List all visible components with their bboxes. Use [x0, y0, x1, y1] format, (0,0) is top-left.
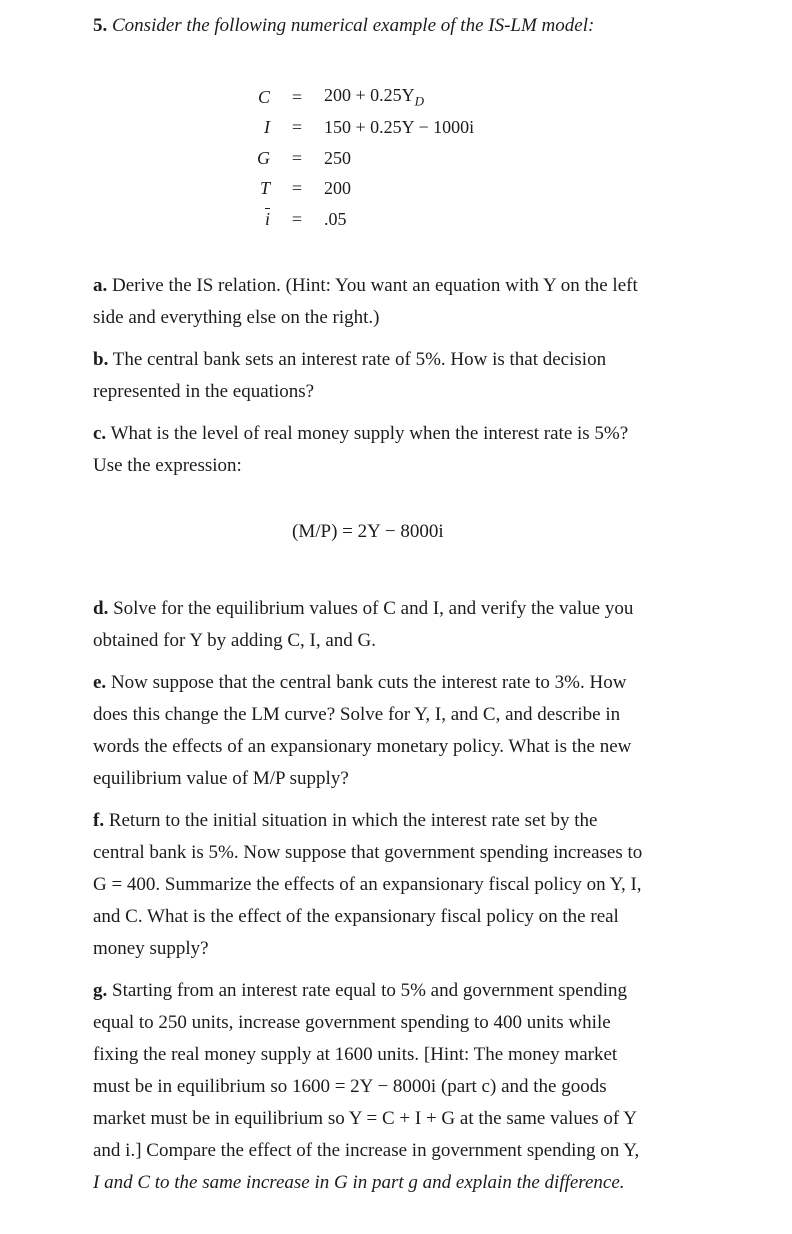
part-line: fixing the real money supply at 1600 units. [Hint: The money market	[93, 1044, 618, 1065]
equation-rhs	[324, 82, 474, 113]
equation-row	[240, 204, 474, 235]
equation-rhs: 200	[324, 178, 351, 199]
equation-op: =	[291, 208, 303, 229]
problem-title-text: Consider the following numerical example of the IS-LM model:	[112, 15, 595, 36]
equation-row	[240, 82, 474, 113]
part-line: and C. What is the effect of the expansionary fiscal policy on the real	[93, 906, 619, 927]
equation-row	[240, 113, 474, 144]
equation-lhs	[240, 204, 270, 235]
part-g	[93, 975, 639, 1199]
part-text: Starting from an interest rate equal to 5% and government spending	[112, 980, 627, 1001]
part-line	[93, 593, 633, 625]
part-line: represented in the equations?	[93, 381, 315, 402]
part-line: words the effects of an expansionary monetary policy. What is the new	[93, 736, 632, 757]
problem-number: 5.	[93, 15, 108, 36]
part-label: c.	[93, 423, 107, 444]
equation-lhs: G	[257, 147, 270, 168]
part-label: f.	[93, 810, 105, 831]
part-text: The central bank sets an interest rate of 5%. How is that decision	[112, 349, 607, 370]
part-text: Derive the IS relation. (Hint: You want an equation with Y on the left	[112, 275, 638, 296]
part-line: equal to 250 units, increase government spending to 400 units while	[93, 1012, 611, 1033]
money-supply-expression: (M/P) = 2Y − 8000i	[292, 521, 444, 542]
part-e	[93, 667, 631, 795]
part-label: g.	[93, 980, 108, 1001]
part-line: obtained for Y by adding C, I, and G.	[93, 630, 377, 651]
part-line: central bank is 5%. Now suppose that government spending increases to	[93, 842, 643, 863]
equation-op: =	[291, 86, 303, 107]
equation-lhs: C	[257, 86, 270, 107]
equation-lhs: I	[264, 117, 270, 138]
part-line: does this change the LM curve? Solve for Y, I, and C, and describe in	[93, 704, 621, 725]
part-line: equilibrium value of M/P supply?	[93, 768, 349, 789]
equation-rhs-text: 200 + 0.25Y	[324, 84, 415, 105]
equation-op: =	[291, 178, 303, 199]
equation-rhs: 150 + 0.25Y − 1000i	[324, 117, 475, 138]
part-line: market must be in equilibrium so Y = C + I + G at the same values of Y	[93, 1108, 637, 1129]
part-line	[93, 270, 638, 302]
problem-title	[93, 15, 594, 37]
part-line	[93, 805, 642, 837]
equation-subscript: D	[414, 93, 425, 109]
part-label: d.	[93, 598, 109, 619]
equation-block	[240, 82, 474, 235]
part-line: Use the expression:	[93, 455, 242, 476]
part-label: e.	[93, 672, 107, 693]
equation-rhs: .05	[324, 208, 347, 229]
part-line: money supply?	[93, 938, 209, 959]
part-text: Return to the initial situation in which the interest rate set by the	[108, 810, 598, 831]
part-f	[93, 805, 642, 965]
part-line: side and everything else on the right.)	[93, 307, 380, 328]
part-line: must be in equilibrium so 1600 = 2Y − 8000i (part c) and the goods	[93, 1076, 607, 1097]
equation-op: =	[291, 117, 303, 138]
equation-row	[240, 174, 474, 205]
part-line	[93, 418, 628, 450]
part-c	[93, 418, 628, 482]
equation-rhs: 250	[324, 147, 351, 168]
part-text: Solve for the equilibrium values of C and I, and verify the value you	[113, 598, 634, 619]
part-line	[93, 344, 606, 376]
part-label: a.	[93, 275, 108, 296]
part-b	[93, 344, 606, 408]
part-line: I and C to the same increase in G in part g and explain the difference.	[93, 1172, 625, 1193]
part-text: What is the level of real money supply when the interest rate is 5%?	[110, 423, 629, 444]
part-d	[93, 593, 633, 657]
equation-lhs: T	[259, 178, 270, 199]
part-line: G = 400. Summarize the effects of an expansionary fiscal policy on Y, I,	[93, 874, 642, 895]
part-line	[93, 975, 639, 1007]
part-line	[93, 667, 631, 699]
i-bar-symbol: $\overline{i}$	[264, 208, 270, 229]
part-a	[93, 270, 638, 334]
equation-op: =	[291, 147, 303, 168]
equation-row	[240, 143, 474, 174]
part-line: and i.] Compare the effect of the increase in government spending on Y,	[93, 1140, 640, 1161]
part-label: b.	[93, 349, 109, 370]
part-text: Now suppose that the central bank cuts the interest rate to 3%. How	[110, 672, 627, 693]
